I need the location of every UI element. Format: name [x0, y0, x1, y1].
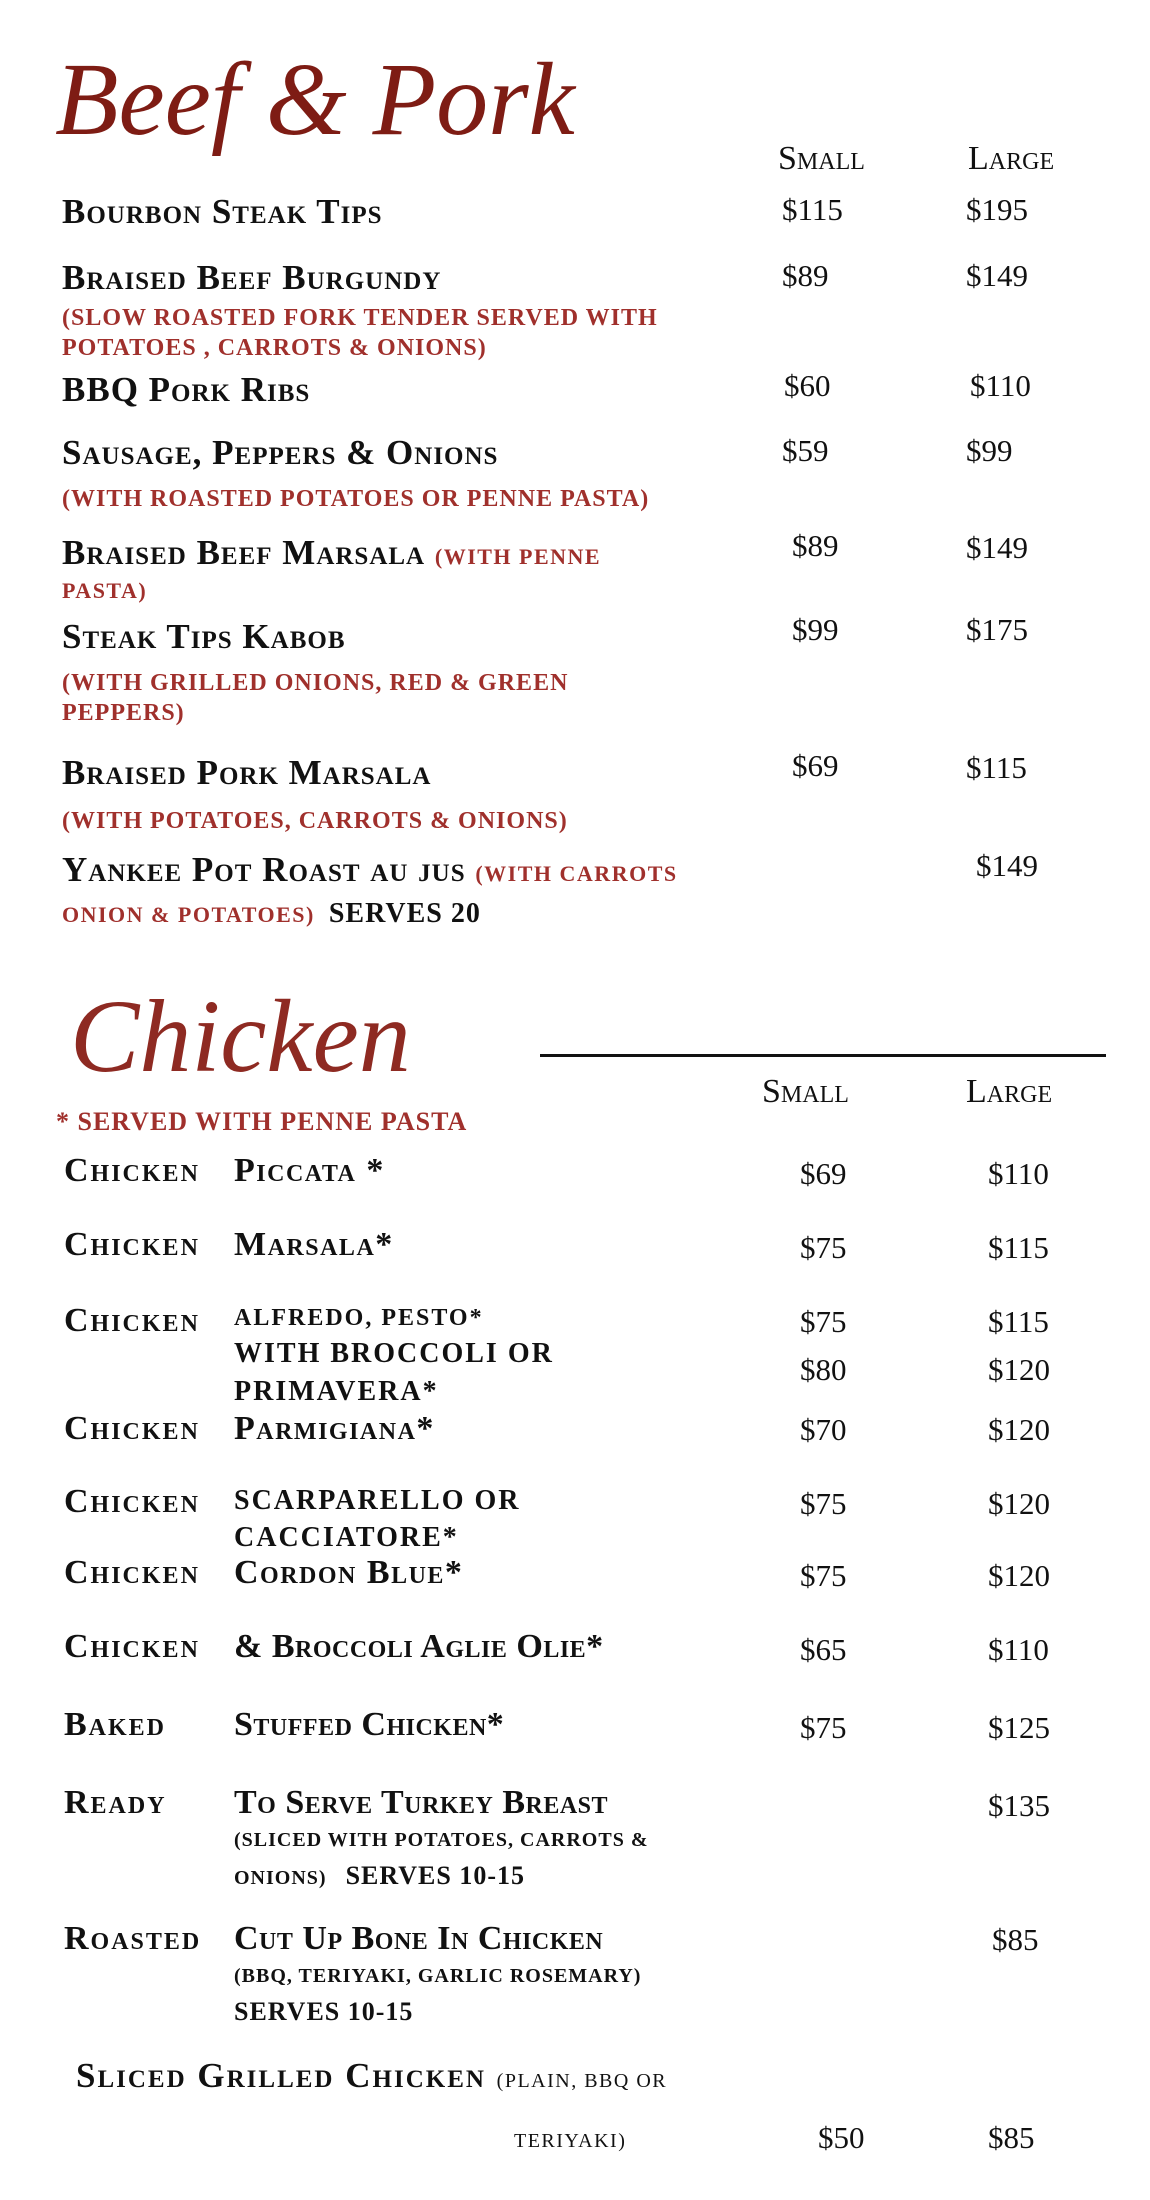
menu-item-name: [234, 1784, 649, 1893]
serves-label: SERVES 10-15: [345, 1861, 525, 1891]
menu-item-note: (WITH GRILLED ONIONS, RED & GREEN PEPPERS): [62, 670, 569, 726]
price-small: $75: [800, 1558, 847, 1593]
menu-item-note: ONION & POTATOES): [62, 902, 315, 927]
section-subtitle: * SERVED WITH PENNE PASTA: [56, 1107, 468, 1136]
menu-item-name: & Broccoli Aglie Olie*: [234, 1628, 604, 1665]
price-large: $115: [966, 750, 1027, 785]
serves-label: SERVES 20: [328, 898, 481, 929]
menu-item-line: SCARPARELLO OR: [234, 1485, 521, 1516]
menu-item-line: To Serve Turkey Breast: [234, 1784, 609, 1821]
menu-item-prefix: Chicken: [64, 1226, 200, 1263]
price-large: $115: [988, 1304, 1049, 1339]
menu-item-name: Stuffed Chicken*: [234, 1706, 505, 1743]
menu-item-note-inline: (PLAIN, BBQ OR: [496, 2070, 668, 2092]
menu-item-name: [234, 1920, 641, 2029]
menu-item-name: Cordon Blue*: [234, 1554, 464, 1591]
price-small: $75: [800, 1710, 847, 1745]
menu-item-name: [76, 2056, 667, 2096]
menu-item-note: (SLOW ROASTED FORK TENDER SERVED WITH POTATOES , CARROTS & ONIONS): [62, 305, 658, 361]
column-header-small: Small: [778, 140, 865, 177]
menu-item-prefix: Ready: [64, 1784, 167, 1821]
price-large: $99: [966, 433, 1013, 468]
menu-item-prefix: Chicken: [64, 1410, 200, 1447]
menu-item-note: (WITH POTATOES, CARROTS & ONIONS): [62, 808, 568, 834]
menu-item-name-text: Braised Beef Marsala: [62, 533, 426, 572]
price-large: $149: [976, 848, 1038, 883]
menu-item-name: Marsala*: [234, 1226, 394, 1263]
price-large: $135: [988, 1788, 1050, 1823]
price-large: $125: [988, 1710, 1050, 1745]
menu-item-prefix: Chicken: [64, 1554, 200, 1591]
price-large: $120: [988, 1558, 1050, 1593]
menu-item-name-text: Yankee Pot Roast au jus: [62, 850, 466, 889]
menu-item-name: Braised Beef Burgundy: [62, 258, 442, 297]
price-small: $75: [800, 1230, 847, 1265]
menu-item-prefix: Chicken: [64, 1628, 200, 1665]
menu-item-name: [62, 850, 678, 890]
section-title-chicken: Chicken: [70, 979, 411, 1094]
price-small: $89: [782, 258, 829, 293]
menu-item-prefix: Chicken: [64, 1483, 200, 1520]
menu-item-line: CACCIATORE*: [234, 1522, 459, 1554]
menu-item-name: Bourbon Steak Tips: [62, 192, 383, 231]
price-large: $149: [966, 530, 1028, 565]
price-small: $65: [800, 1632, 847, 1667]
menu-item-prefix: Roasted: [64, 1920, 202, 1957]
price-large: $85: [988, 2120, 1035, 2155]
price-small: $50: [818, 2120, 865, 2155]
serves-label: SERVES 10-15: [234, 1997, 414, 2027]
column-header-large: Large: [966, 1073, 1053, 1110]
menu-item-name: BBQ Pork Ribs: [62, 370, 311, 409]
menu-item-note-line: [234, 1855, 525, 1892]
price-large: $110: [988, 1632, 1049, 1667]
section-divider: [540, 1054, 1106, 1057]
menu-item-name: Sausage, Peppers & Onions: [62, 433, 499, 472]
menu-item-note: ONIONS): [234, 1867, 327, 1890]
menu-item-note-inline: (WITH CARROTS: [475, 861, 678, 886]
price-small: $75: [800, 1486, 847, 1521]
price-small: $70: [800, 1412, 847, 1447]
menu-item-prefix: Baked: [64, 1706, 167, 1743]
menu-item-name: Steak Tips Kabob: [62, 617, 346, 656]
price-large: $149: [966, 258, 1028, 293]
menu-item-note: (BBQ, TERIYAKI, GARLIC ROSEMARY): [234, 1965, 642, 1988]
menu-item-note: TERIYAKI): [514, 2130, 627, 2152]
price-small: $80: [800, 1352, 847, 1387]
menu-item-name-text: Sliced Grilled Chicken: [76, 2056, 486, 2095]
price-small: $69: [800, 1156, 847, 1191]
menu-item-line: WITH BROCCOLI OR: [234, 1338, 554, 1370]
menu-item-note-inline: (WITH PENNE: [434, 544, 602, 569]
menu-item-line: PRIMAVERA*: [234, 1375, 439, 1407]
price-small: $99: [792, 612, 839, 647]
menu-item-name: Piccata *: [234, 1152, 385, 1189]
column-header-small: Small: [762, 1073, 849, 1110]
menu-item-footer: [62, 898, 481, 930]
menu-item-name: [62, 533, 601, 573]
price-small: $89: [792, 528, 839, 563]
menu-item-line: ALFREDO, PESTO*: [234, 1305, 484, 1331]
price-large: $85: [992, 1922, 1039, 1957]
menu-item-name: Braised Pork Marsala: [62, 753, 432, 792]
column-header-large: Large: [968, 140, 1055, 177]
price-small: $60: [784, 368, 831, 403]
price-small: $69: [792, 748, 839, 783]
menu-item-note: PASTA): [62, 578, 148, 603]
price-large: $120: [988, 1486, 1050, 1521]
price-large: $120: [988, 1412, 1050, 1447]
price-small: $59: [782, 433, 829, 468]
menu-item-line: Cut Up Bone In Chicken: [234, 1920, 604, 1957]
menu-item-prefix: Chicken: [64, 1302, 200, 1339]
price-large: $120: [988, 1352, 1050, 1387]
price-small: $75: [800, 1304, 847, 1339]
section-title-beef-pork: Beef & Pork: [55, 42, 575, 157]
price-large: $175: [966, 612, 1028, 647]
menu-item-name: [234, 1480, 521, 1555]
price-large: $110: [988, 1156, 1049, 1191]
menu-item-prefix: Chicken: [64, 1152, 200, 1189]
price-small: $115: [782, 192, 843, 227]
price-large: $115: [988, 1230, 1049, 1265]
menu-item-note: (WITH ROASTED POTATOES OR PENNE PASTA): [62, 486, 650, 512]
price-large: $195: [966, 192, 1028, 227]
price-large: $110: [970, 368, 1031, 403]
menu-item-name: Parmigiana*: [234, 1410, 435, 1447]
menu-item-note: (SLICED WITH POTATOES, CARROTS &: [234, 1829, 649, 1852]
menu-item-name: [234, 1296, 554, 1408]
